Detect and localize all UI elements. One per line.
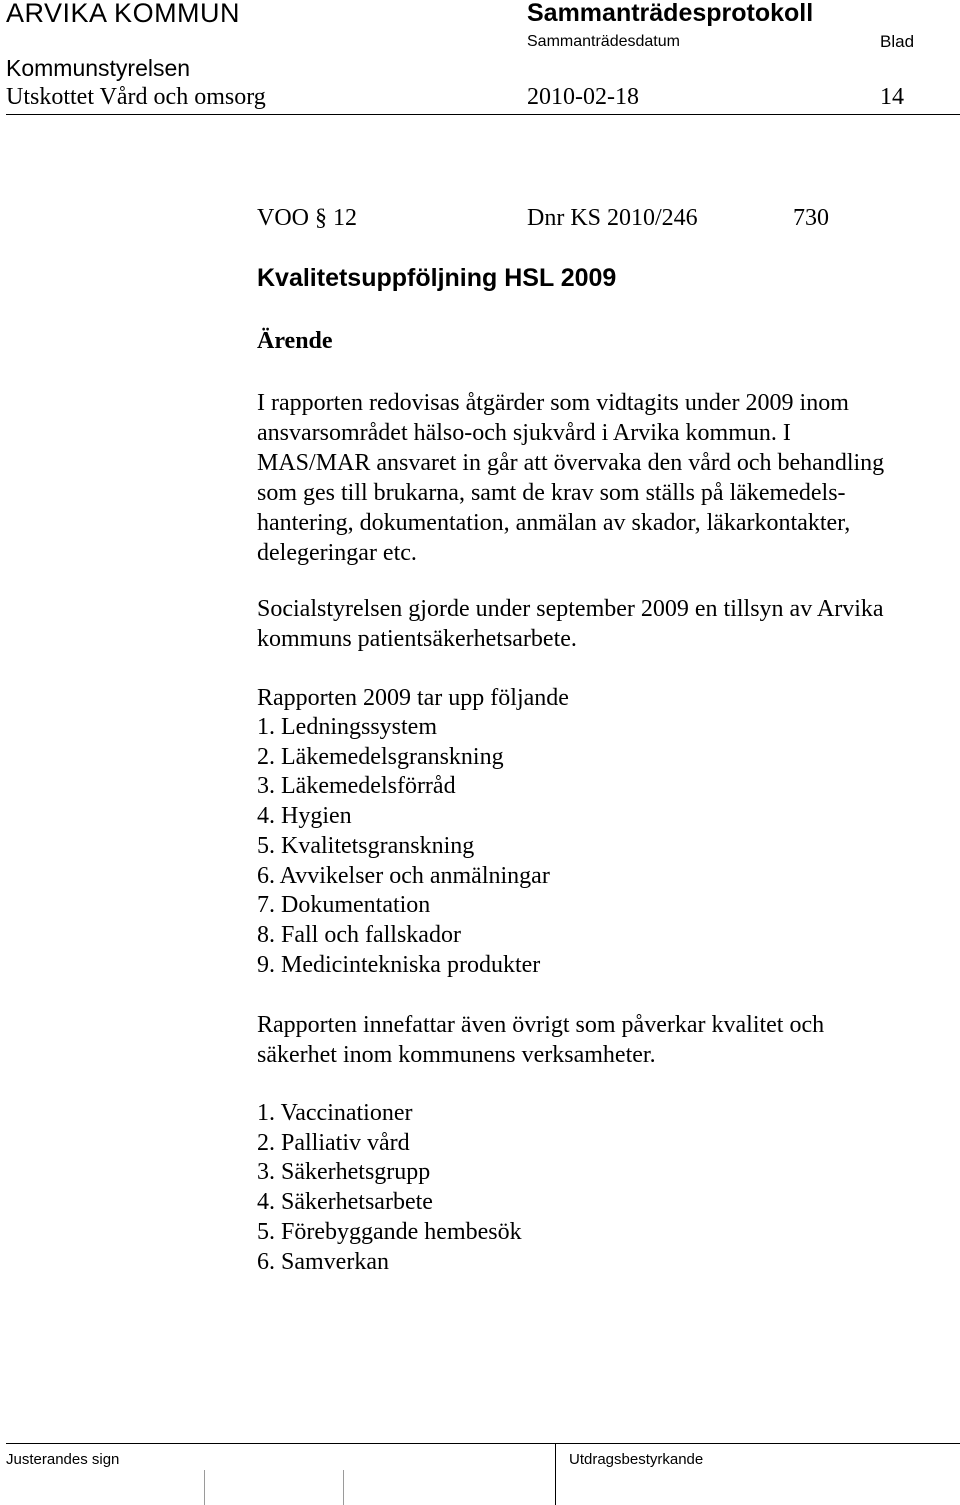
- case-dnr: Dnr KS 2010/246: [527, 205, 698, 231]
- case-id: VOO § 12: [257, 205, 357, 231]
- footer-column-divider: [555, 1443, 556, 1505]
- list-item: 3. Säkerhetsgrupp: [257, 1159, 431, 1186]
- signature-label: Justerandes sign: [6, 1451, 120, 1468]
- paragraph-other: Rapporten innefattar även övrigt som påverkar kvalitet och säkerhet inom kommunens verksamheter.: [257, 1012, 825, 1068]
- footer-divider: [6, 1443, 960, 1444]
- meeting-date: 2010-02-18: [527, 84, 639, 110]
- document-type-title: Sammanträdesprotokoll: [527, 0, 814, 27]
- body-name: Kommunstyrelsen: [6, 55, 191, 81]
- list-item: 1. Ledningssystem: [257, 714, 437, 740]
- list-item: 6. Avvikelser och anmälningar: [257, 862, 550, 889]
- report-topics-list: [257, 713, 550, 980]
- paragraph-inspection: Socialstyrelsen gjorde under september 2009 en tillsyn av Arvika kommuns patientsäkerhetsarbete.: [257, 596, 884, 652]
- committee-name: Utskottet Vård och omsorg: [6, 84, 266, 110]
- paragraph-intro: I rapporten redovisas åtgärder som vidtagits under 2009 inom ansvarsområdet hälso-och sjukvård i Arvika kommun. I MAS/MAR ansvaret in går att övervaka den vård och behandling som ges till brukarna, samt de krav som ställs på läkemedels- hantering, dokumentation, anmälan av skador, läkarkontakter, delegeringar etc.: [257, 390, 885, 566]
- list-item: 7. Dokumentation: [257, 892, 431, 919]
- other-topics-list: [257, 1099, 522, 1277]
- signature-box-divider: [343, 1470, 344, 1505]
- meeting-date-label: Sammanträdesdatum: [527, 33, 680, 50]
- signature-box-divider: [204, 1470, 205, 1505]
- list-item: 4. Säkerhetsarbete: [257, 1189, 433, 1216]
- page-title: Kvalitetsuppföljning HSL 2009: [257, 264, 617, 292]
- list-item: 6. Samverkan: [257, 1248, 389, 1275]
- organization-name: ARVIKA KOMMUN: [6, 0, 241, 28]
- list-item: 2. Läkemedelsgranskning: [257, 743, 504, 770]
- page-number: 14: [880, 84, 904, 110]
- list-intro: Rapporten 2009 tar upp följande: [257, 685, 569, 711]
- list-item: 4. Hygien: [257, 803, 352, 830]
- extract-certification-label: Utdragsbestyrkande: [569, 1451, 704, 1468]
- case-code: 730: [793, 205, 829, 231]
- page-label: Blad: [880, 32, 915, 51]
- section-heading: Ärende: [257, 328, 333, 354]
- header-divider: [6, 114, 960, 115]
- list-item: 1. Vaccinationer: [257, 1100, 413, 1126]
- list-item: 9. Medicintekniska produkter: [257, 951, 541, 978]
- list-item: 3. Läkemedelsförråd: [257, 773, 456, 800]
- list-item: 5. Förebyggande hembesök: [257, 1218, 522, 1245]
- list-item: 2. Palliativ vård: [257, 1129, 410, 1156]
- list-item: 8. Fall och fallskador: [257, 921, 461, 948]
- list-item: 5. Kvalitetsgranskning: [257, 832, 475, 859]
